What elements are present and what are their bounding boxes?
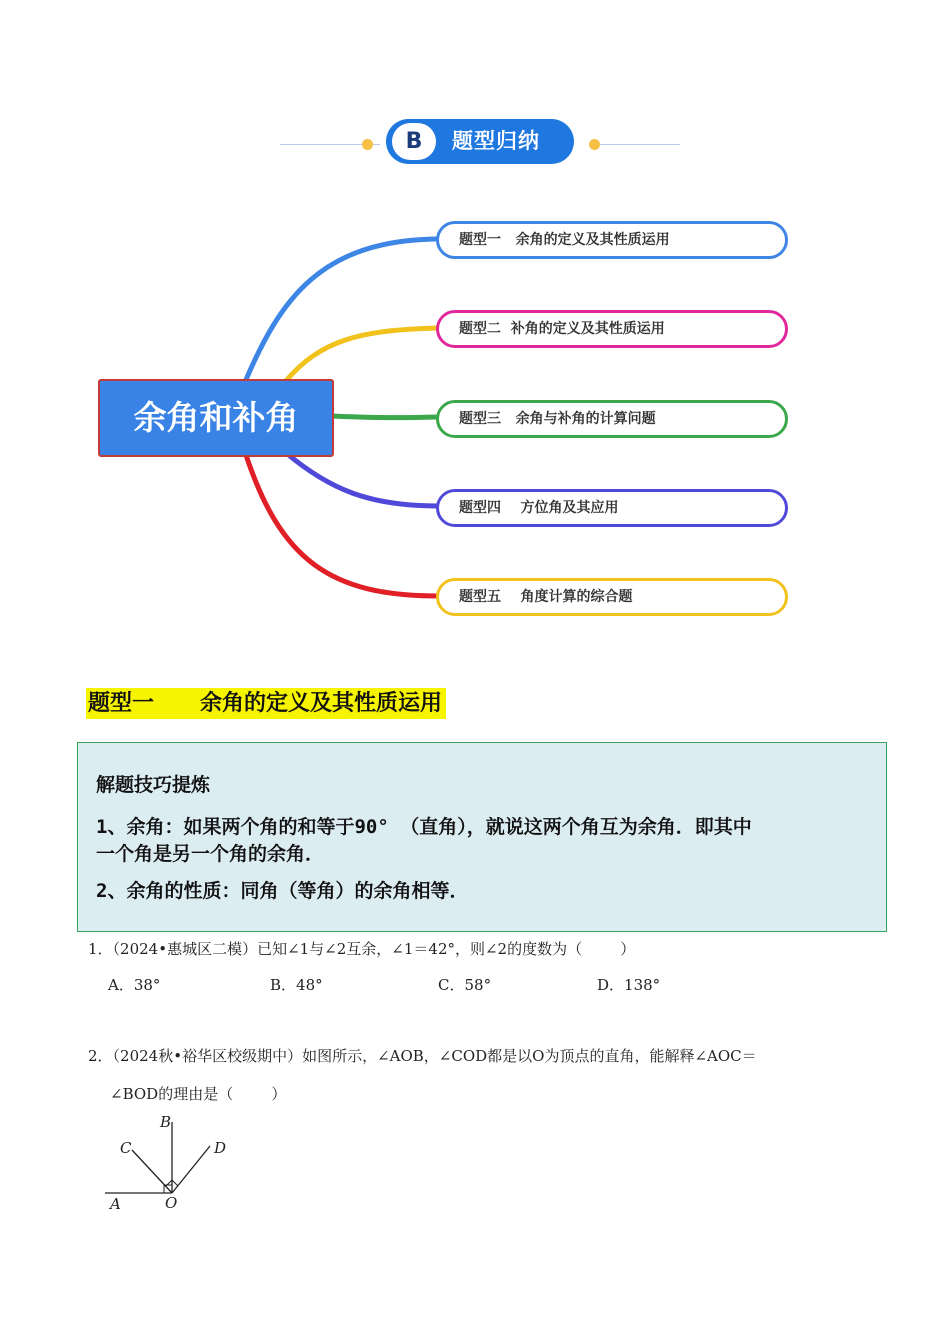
question-2-stem-line2: ∠BOD的理由是（ ） [110, 1085, 287, 1103]
question-2-stem-line1: 2．（2024秋•裕华区校级期中）如图所示，∠AOB，∠COD都是以O为顶点的直角，能解释∠AOC＝ [88, 1047, 757, 1065]
figure-label-b: B [160, 1113, 172, 1131]
question-1-option-a[interactable]: A．38° [108, 976, 161, 994]
mindmap-node-1[interactable]: 题型一 余角的定义及其性质运用 [436, 221, 788, 259]
figure-label-o: O [165, 1194, 178, 1212]
mindmap-node-5[interactable]: 题型五 角度计算的综合题 [436, 578, 788, 616]
header-title: 题型归纳 [452, 129, 540, 153]
tips-line-1b: 一个角是另一个角的余角． [96, 843, 325, 865]
figure-label-a: A [110, 1195, 121, 1213]
mindmap-node-4[interactable]: 题型四 方位角及其应用 [436, 489, 788, 527]
branch-5 [245, 452, 438, 596]
header-badge: B [392, 123, 436, 160]
mindmap-center: 余角和补角 [98, 379, 334, 457]
question-1-option-b[interactable]: B．48° [270, 976, 323, 994]
mindmap-node-2[interactable]: 题型二 补角的定义及其性质运用 [436, 310, 788, 348]
ray-oc [132, 1150, 172, 1193]
tips-title: 解题技巧提炼 [96, 774, 211, 796]
branch-4 [285, 452, 438, 506]
question-1-option-c[interactable]: C．58° [438, 976, 492, 994]
branch-1 [245, 239, 438, 382]
question-1-option-d[interactable]: D．138° [597, 976, 661, 994]
figure-label-c: C [120, 1139, 132, 1157]
tips-line-2: 2、余角的性质：同角（等角）的余角相等． [96, 880, 469, 902]
mindmap-node-3[interactable]: 题型三 余角与补角的计算问题 [436, 400, 788, 438]
tips-line-1a: 1、余角：如果两个角的和等于90° （直角），就说这两个角互为余角．即其中 [96, 816, 752, 838]
section-title: 题型一 余角的定义及其性质运用 [86, 688, 446, 719]
branch-2 [285, 328, 438, 382]
question-1-stem: 1．（2024•惠城区二模）已知∠1与∠2互余，∠1＝42°，则∠2的度数为（ ） [88, 940, 636, 958]
figure-label-d: D [214, 1139, 227, 1157]
branch-3 [330, 416, 438, 418]
